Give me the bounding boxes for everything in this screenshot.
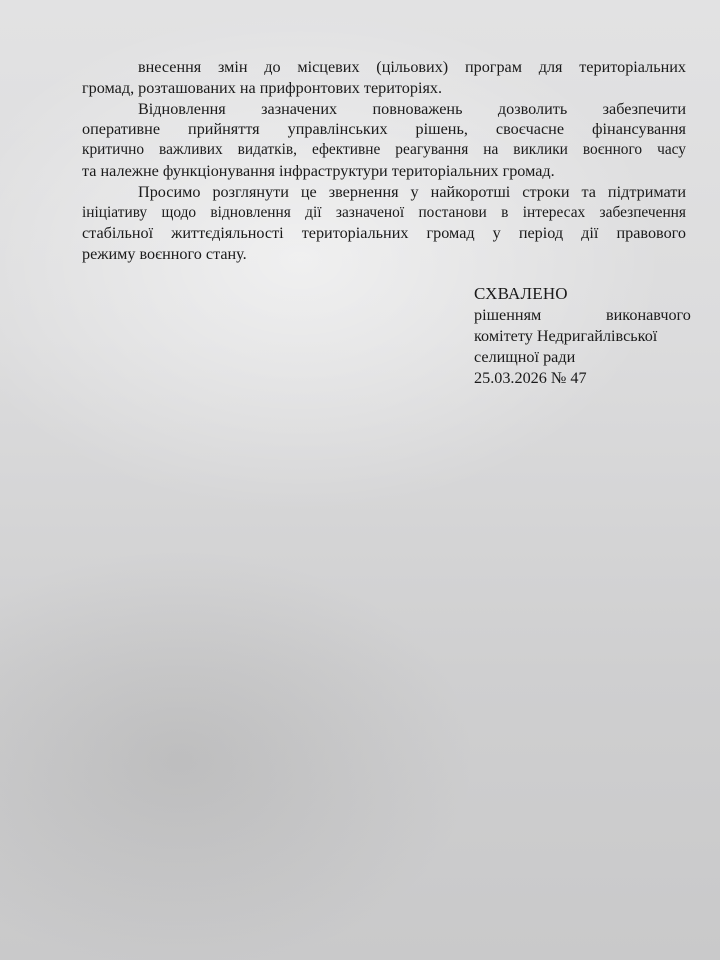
approval-line-decision: рішенням виконавчого — [474, 306, 691, 324]
body-line-2: громад, розташованих на прифронтових територіях. — [82, 78, 443, 97]
body-line-5: критично важливих видатків, ефективне реагування на виклики воєнного часу — [82, 141, 686, 159]
approval-line-council: селищної ради — [474, 348, 576, 366]
letter-body — [82, 57, 686, 265]
approval-block — [474, 283, 710, 389]
body-line-8: ініціативу щодо відновлення дії зазначеної постанови в інтересах забезпечення — [82, 203, 686, 221]
body-line-3: Відновлення зазначених повноважень дозволить забезпечити — [138, 99, 686, 118]
approval-line-date-number: 25.03.2026 № 47 — [474, 369, 587, 387]
body-line-6: та належне функціонування інфраструктури територіальних громад. — [82, 161, 555, 180]
body-line-10: режиму воєнного стану. — [82, 245, 247, 264]
approval-line-committee: комітету Недригайлівської — [474, 327, 658, 345]
body-line-4: оперативне прийняття управлінських рішень, своєчасне фінансування — [82, 120, 686, 139]
body-line-7: Просимо розглянути це звернення у найкоротші строки та підтримати — [138, 182, 686, 201]
body-line-9: стабільної життєдіяльності територіальних громад у період дії правового — [82, 224, 686, 243]
body-line-1: внесення змін до місцевих (цільових) програм для територіальних — [138, 58, 686, 76]
approval-title: СХВАЛЕНО — [474, 284, 568, 303]
